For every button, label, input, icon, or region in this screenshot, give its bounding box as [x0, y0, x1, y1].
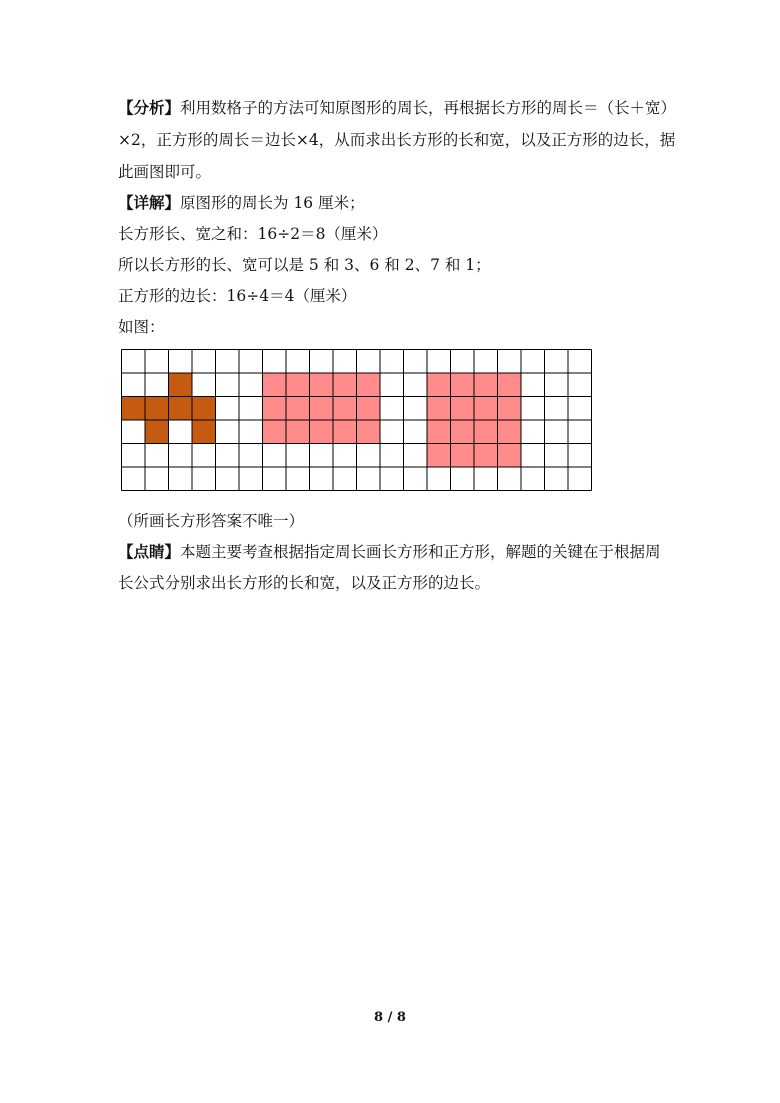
answer-grid-figure	[121, 349, 593, 494]
comment-tag: 【点睛】	[118, 542, 181, 561]
detail-line-5: 如图：	[118, 318, 165, 336]
detail-line-1	[118, 193, 663, 213]
comment-line-1	[118, 542, 663, 562]
detail-text-1: 原图形的周长为 16 厘米；	[180, 194, 365, 212]
detail-line-4: 正方形的边长：16÷4＝4（厘米）	[118, 287, 357, 305]
page-number: 8 / 8	[374, 1010, 406, 1025]
detail-line-3: 所以长方形的长、宽可以是 5 和 3、6 和 2、7 和 1；	[118, 256, 491, 274]
note-line: （所画长方形答案不唯一）	[118, 512, 305, 530]
analysis-text-1: 利用数格子的方法可知原图形的周长，再根据长方形的周长＝（长＋宽）	[180, 99, 677, 117]
original-shape-cell	[192, 397, 216, 421]
analysis-line-3: 此画图即可。	[118, 163, 212, 181]
detail-line-2: 长方形长、宽之和：16÷2＝8（厘米）	[118, 225, 388, 243]
original-shape-cell	[169, 373, 193, 397]
comment-text-1: 本题主要考查根据指定周长画长方形和正方形，解题的关键在于根据周	[180, 543, 661, 561]
original-shape-cell	[145, 420, 169, 444]
analysis-line-1	[118, 98, 677, 118]
comment-line-2: 长公式分别求出长方形的长和宽，以及正方形的边长。	[118, 574, 491, 592]
answer-rectangle	[263, 373, 381, 444]
original-shape-cell	[122, 397, 146, 421]
original-shape-cell	[145, 397, 169, 421]
analysis-line-2: ×2，正方形的周长＝边长×4，从而求出长方形的长和宽，以及正方形的边长，据	[118, 131, 676, 149]
original-shape-cell	[192, 420, 216, 444]
detail-tag: 【详解】	[118, 193, 181, 212]
original-shape-cell	[169, 397, 193, 421]
analysis-tag: 【分析】	[118, 98, 181, 117]
